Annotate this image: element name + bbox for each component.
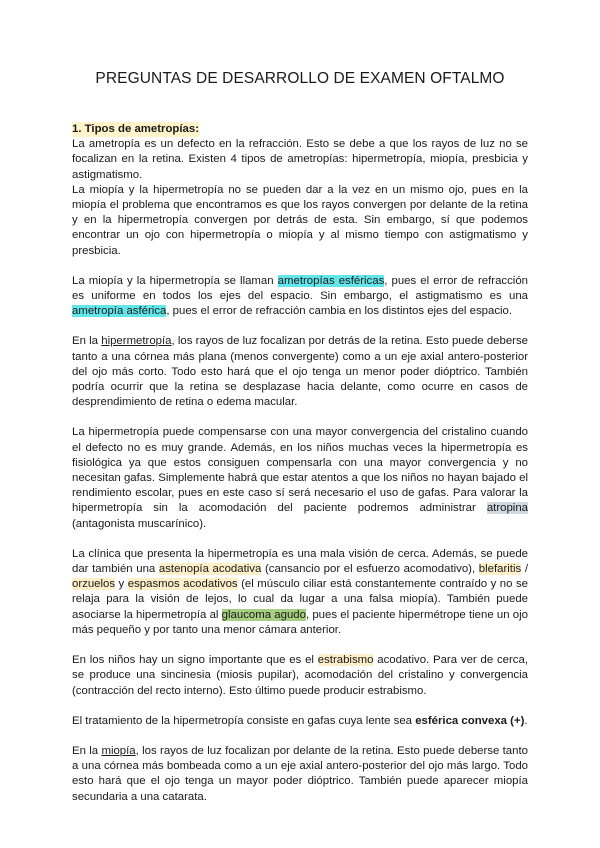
text-run: , pues el paciente hipermétrope tiene un ojo más pequeño y por tanto una menor cámara anterior. xyxy=(72,608,528,636)
paragraph-estrabismo xyxy=(72,653,528,699)
highlight-orzuelos: orzuelos xyxy=(72,578,116,591)
text-run: En la xyxy=(72,335,102,348)
text-run: En la xyxy=(72,744,102,757)
highlight-estrabismo: estrabismo xyxy=(317,654,374,667)
text-run: , los rayos de luz focalizan por detrás de la retina. Esto puede deberse tanto a una córnea más plana (menos convergente) como a un eje axial antero-posterior del ojo más corto. Todo esto hará que el ojo tenga un menor poder dióptrico. También podría ocurrir que la retina se desplazase hacia delante, como ocurre en casos de desprendimiento de retina o edema macular. xyxy=(72,335,528,409)
text-run: La clínica que presenta la hipermetropía es una mala visión de cerca. Además, se puede dar también una xyxy=(72,547,528,576)
text-run: La miopía y la hipermetropía se llaman xyxy=(72,274,278,287)
bold-lente: esférica convexa (+) xyxy=(415,714,525,727)
text-run: y xyxy=(115,578,128,591)
text-run: . xyxy=(524,714,528,727)
text-run: / xyxy=(521,563,528,576)
paragraph-miopia-hipermetropia: La miopía y la hipermetropía no se pueden dar a la vez en un mismo ojo, pues en la miopía el problema que encontramos es que los rayos convergen por delante de la retina y en la hipermetropía convergen por detrás de esta. Sin embargo, sí que podemos encontrar un ojo con hipermetropía o miopía y al mismo tiempo con astigmatismo y presbicia. xyxy=(72,183,528,257)
text-run: acodativo. Para ver de cerca, se produce una sincinesia (miosis pupilar), acomodación del cristalino y convergencia (contracción del recto interno). Esto último puede producir estrabismo. xyxy=(72,654,528,697)
text-run: (antagonista muscarínico). xyxy=(72,517,207,530)
text-run: (cansancio por el esfuerzo acomodativo), xyxy=(261,563,479,576)
paragraph-ametropia-definition: La ametropía es un defecto en la refracción. Esto se debe a que los rayos de luz no se focalizan en la retina. Existen 4 tipos de ametropías: hipermetropía, miopía, presbicia y astigmatismo. xyxy=(72,138,528,181)
highlight-glaucoma: glaucoma agudo xyxy=(221,608,306,621)
section-heading: 1. Tipos de ametropías: xyxy=(72,122,199,137)
underlined-miopia: miopía xyxy=(101,744,136,757)
paragraph-ametropias-esfericas xyxy=(72,274,528,320)
document-body xyxy=(72,122,528,820)
paragraph-hipermetropia-clinica xyxy=(72,547,528,638)
highlight-ametropia-asferica: ametropía asférica xyxy=(72,305,167,318)
highlight-astenopia: astenopía acodativa xyxy=(158,563,262,576)
text-run: En los niños hay un signo importante que es el xyxy=(72,654,318,667)
text-run: (el músculo ciliar está constantemente contraído y no se relaja para la visión de lejos, lo cual da lugar a una falsa miopía). También puede asociarse la hipermetropía al xyxy=(72,578,528,621)
paragraph-hipermetropia-compensation xyxy=(72,425,528,531)
underlined-hipermetropia: hipermetropía xyxy=(101,335,172,348)
highlight-espasmos: espasmos acodativos xyxy=(127,578,238,591)
text-run: El tratamiento de la hipermetropía consiste en gafas cuya lente sea xyxy=(72,714,416,727)
paragraph-miopia-definition xyxy=(72,744,528,805)
text-run: , pues el error de refracción cambia en los distintos ejes del espacio. xyxy=(166,305,513,318)
paragraph-hipermetropia-definition xyxy=(72,334,528,410)
paragraph-tratamiento xyxy=(72,714,528,729)
highlight-ametropias-esfericas: ametropías esféricas xyxy=(277,274,385,287)
highlight-blefaritis: blefaritis xyxy=(478,563,522,576)
text-run: , los rayos de luz focalizan por delante de la retina. Esto puede deberse tanto a una córnea más bombeada como a un eje axial antero-posterior del ojo más largo. Todo esto hará que el ojo tenga un mayor poder dióptrico. También puede aparecer miopía secundaria a una catarata. xyxy=(72,744,528,803)
page-title: PREGUNTAS DE DESARROLLO DE EXAMEN OFTALMO xyxy=(95,70,505,87)
text-run: La hipermetropía puede compensarse con una mayor convergencia del cristalino cuando el defecto no es muy grande. Además, en los niños muchas veces la hipermetropía es fisiológica ya que estos consiguen compensarla con una mayor convergencia y no necesitan gafas. Simplemente habrá que estar atentos a que los niños no hayan bajado el rendimiento escolar, pues en este caso sí será necesario el uso de gafas. Para valorar la hipermetropía sin la acomodación del paciente podremos administrar xyxy=(72,426,528,515)
section-heading-wrap xyxy=(72,122,528,137)
highlight-atropina: atropina xyxy=(486,502,528,515)
text-run: , pues el error de refracción es uniforme en todos los ejes del espacio. Sin embargo, el astigmatismo es una xyxy=(72,274,529,303)
